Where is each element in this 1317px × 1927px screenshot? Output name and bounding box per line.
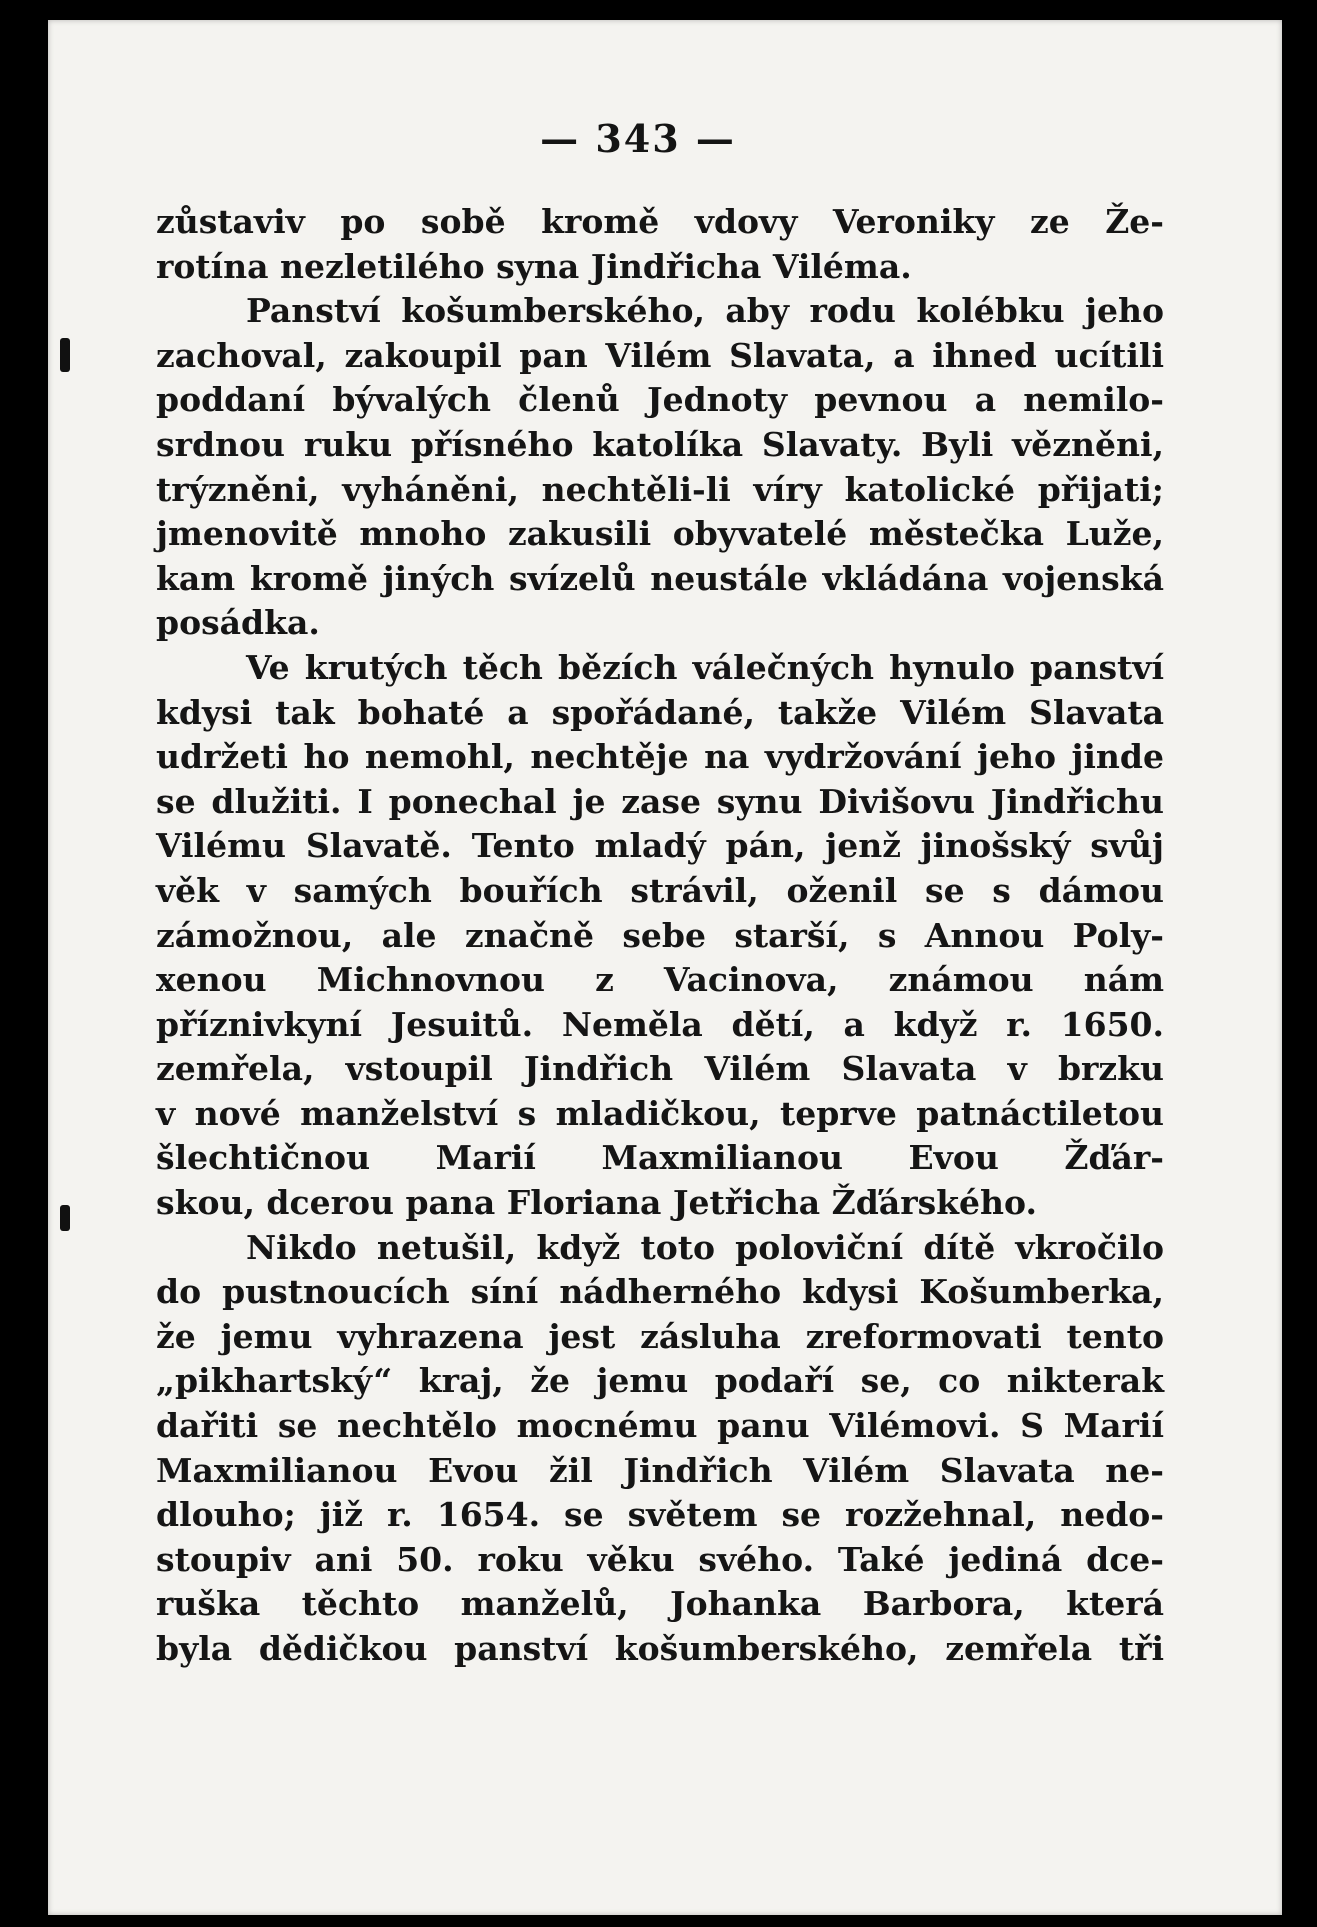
text-line: zámožnou, ale značně sebe starší, s Annou Poly- xyxy=(156,915,1164,955)
text-line: Nikdo netušil, když toto poloviční dítě vkročilo xyxy=(246,1227,1164,1267)
book-page xyxy=(48,20,1282,1915)
text-line: kam kromě jiných svízelů neustále vkládána vojenská xyxy=(156,558,1164,598)
text-line: trýzněni, vyháněni, nechtěli-li víry katolické přijati; xyxy=(156,469,1164,509)
text-line: dlouho; již r. 1654. se světem se rozžehnal, nedo- xyxy=(156,1495,1164,1535)
text-line: stoupiv ani 50. roku věku svého. Také jediná dce- xyxy=(156,1539,1164,1579)
text-line: udržeti ho nemohl, nechtěje na vydržování jeho jinde xyxy=(156,737,1164,777)
text-line: že jemu vyhrazena jest zásluha zreformovati tento xyxy=(156,1316,1164,1356)
text-line: dařiti se nechtělo mocnému panu Vilémovi. S Marií xyxy=(156,1406,1164,1446)
text-line: zemřela, vstoupil Jindřich Vilém Slavata v brzku xyxy=(156,1049,1164,1089)
text-line: „pikhartský“ kraj, že jemu podaří se, co nikterak xyxy=(156,1361,1164,1401)
text-line: kdysi tak bohaté a spořádané, takže Vilém Slavata xyxy=(156,692,1164,732)
text-line: zůstaviv po sobě kromě vdovy Veroniky ze Že- xyxy=(156,202,1164,241)
binding-mark xyxy=(60,338,70,372)
text-line: Panství košumberského, aby rodu kolébku jeho xyxy=(246,291,1164,331)
text-line: rotína nezletilého syna Jindřicha Viléma. xyxy=(156,246,912,286)
text-line: Ve krutých těch bězích válečných hynulo panství xyxy=(246,647,1164,687)
text-line: v nové manželství s mladičkou, teprve patnáctiletou xyxy=(156,1093,1164,1133)
text-line: zachoval, zakoupil pan Vilém Slavata, a ihned ucítili xyxy=(156,335,1164,375)
body-text xyxy=(156,200,1164,1672)
text-line: ruška těchto manželů, Johanka Barbora, která xyxy=(156,1584,1164,1624)
text-line: xenou Michnovnou z Vacinova, známou nám xyxy=(156,960,1164,1000)
page-number: — 343 — xyxy=(540,116,736,161)
text-line: skou, dcerou pana Floriana Jetřicha Žďárského. xyxy=(156,1183,1037,1223)
text-line: příznivkyní Jesuitů. Neměla dětí, a když r. 1650. xyxy=(156,1004,1164,1044)
text-line: srdnou ruku přísného katolíka Slavaty. Byli vězněni, xyxy=(156,424,1164,464)
binding-mark xyxy=(60,1205,70,1231)
text-line: se dlužiti. I ponechal je zase synu Divišovu Jindřichu xyxy=(156,781,1164,821)
text-line: posádka. xyxy=(156,603,320,643)
text-line: věk v samých bouřích strávil, oženil se s dámou xyxy=(156,870,1164,910)
text-line: do pustnoucích síní nádherného kdysi Košumberka, xyxy=(156,1272,1164,1312)
text-line: byla dědičkou panství košumberského, zemřela tři xyxy=(156,1629,1164,1668)
text-line: Vilému Slavatě. Tento mladý pán, jenž jinošský svůj xyxy=(156,826,1164,866)
text-line: jmenovitě mnoho zakusili obyvatelé městečka Luže, xyxy=(156,514,1164,554)
text-line: Maxmilianou Evou žil Jindřich Vilém Slavata ne- xyxy=(156,1450,1164,1490)
text-line: poddaní bývalých členů Jednoty pevnou a nemilo- xyxy=(156,380,1164,420)
text-line: šlechtičnou Marií Maxmilianou Evou Žďár- xyxy=(156,1138,1164,1178)
